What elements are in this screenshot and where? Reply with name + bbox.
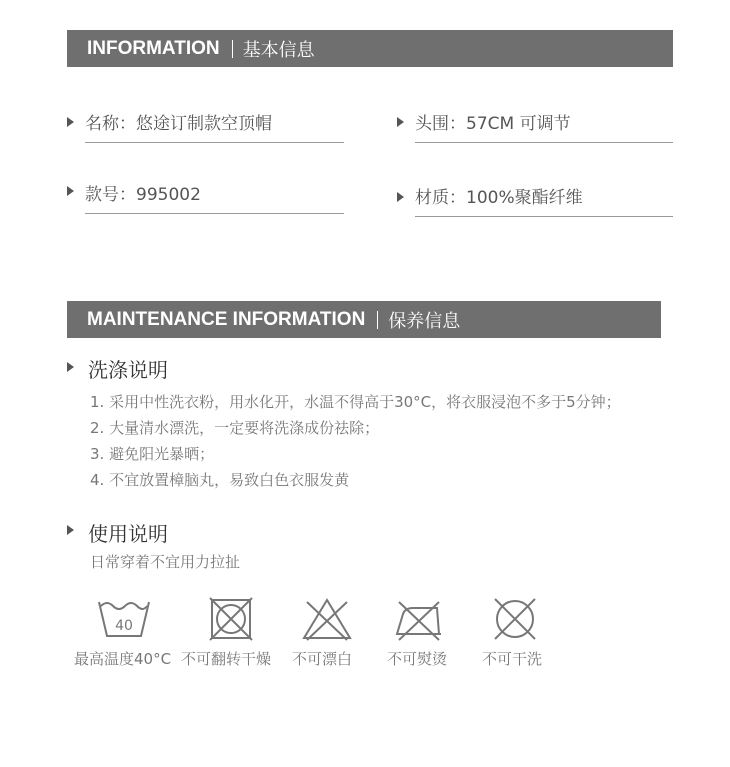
care-label-max-temp: 最高温度40°C: [74, 650, 172, 668]
information-banner-cn: 基本信息: [242, 39, 315, 61]
no-tumble-dry-icon: [209, 596, 253, 642]
wash-title: 洗涤说明: [88, 358, 168, 382]
bullet-triangle-icon: [67, 362, 74, 372]
care-label-no-tumble-dry: 不可翻转干燥: [181, 650, 272, 668]
banner-separator: [232, 40, 233, 58]
no-dry-clean-icon: [491, 596, 539, 642]
bullet-triangle-icon: [67, 525, 74, 535]
wash-item: 3. 避免阳光暴晒；: [90, 445, 215, 463]
care-label-no-dry-clean: 不可干洗: [482, 650, 543, 668]
wash-item: 2. 大量清水漂洗，一定要将洗涤成份祛除；: [90, 419, 380, 437]
wash-item: 1. 采用中性洗衣粉，用水化开，水温不得高于30°C，将衣服浸泡不多于5分钟；: [90, 393, 621, 411]
bullet-triangle-icon: [397, 192, 404, 202]
style-no-value: 款号：995002: [85, 185, 201, 205]
maintenance-banner-cn: 保养信息: [388, 310, 461, 332]
maintenance-banner: [67, 301, 661, 338]
usage-text: 日常穿着不宜用力拉扯: [90, 553, 241, 571]
banner-separator: [377, 311, 378, 329]
usage-title: 使用说明: [88, 522, 168, 546]
information-banner-en: INFORMATION: [87, 37, 220, 59]
name-field: [85, 112, 344, 143]
no-iron-icon: [393, 596, 445, 642]
maintenance-banner-en: MAINTENANCE INFORMATION: [87, 308, 366, 330]
care-label-no-bleach: 不可漂白: [292, 650, 353, 668]
wash-temp-number: 40: [115, 618, 133, 634]
bullet-triangle-icon: [67, 186, 74, 196]
wash-item: 4. 不宜放置樟脑丸，易致白色衣服发黄: [90, 471, 350, 489]
bullet-triangle-icon: [67, 117, 74, 127]
material-value: 材质：100%聚酯纤维: [415, 188, 583, 208]
material-field: [415, 186, 673, 217]
style-no-field: [85, 183, 344, 214]
head-size-field: [415, 112, 673, 143]
wash-40-icon: [97, 596, 151, 642]
name-value: 名称：悠途订制款空顶帽: [85, 114, 272, 134]
bullet-triangle-icon: [397, 117, 404, 127]
care-label-no-iron: 不可熨烫: [387, 650, 448, 668]
head-size-value: 头围：57CM 可调节: [415, 114, 571, 134]
information-banner: [67, 30, 673, 67]
no-bleach-icon: [301, 596, 353, 642]
